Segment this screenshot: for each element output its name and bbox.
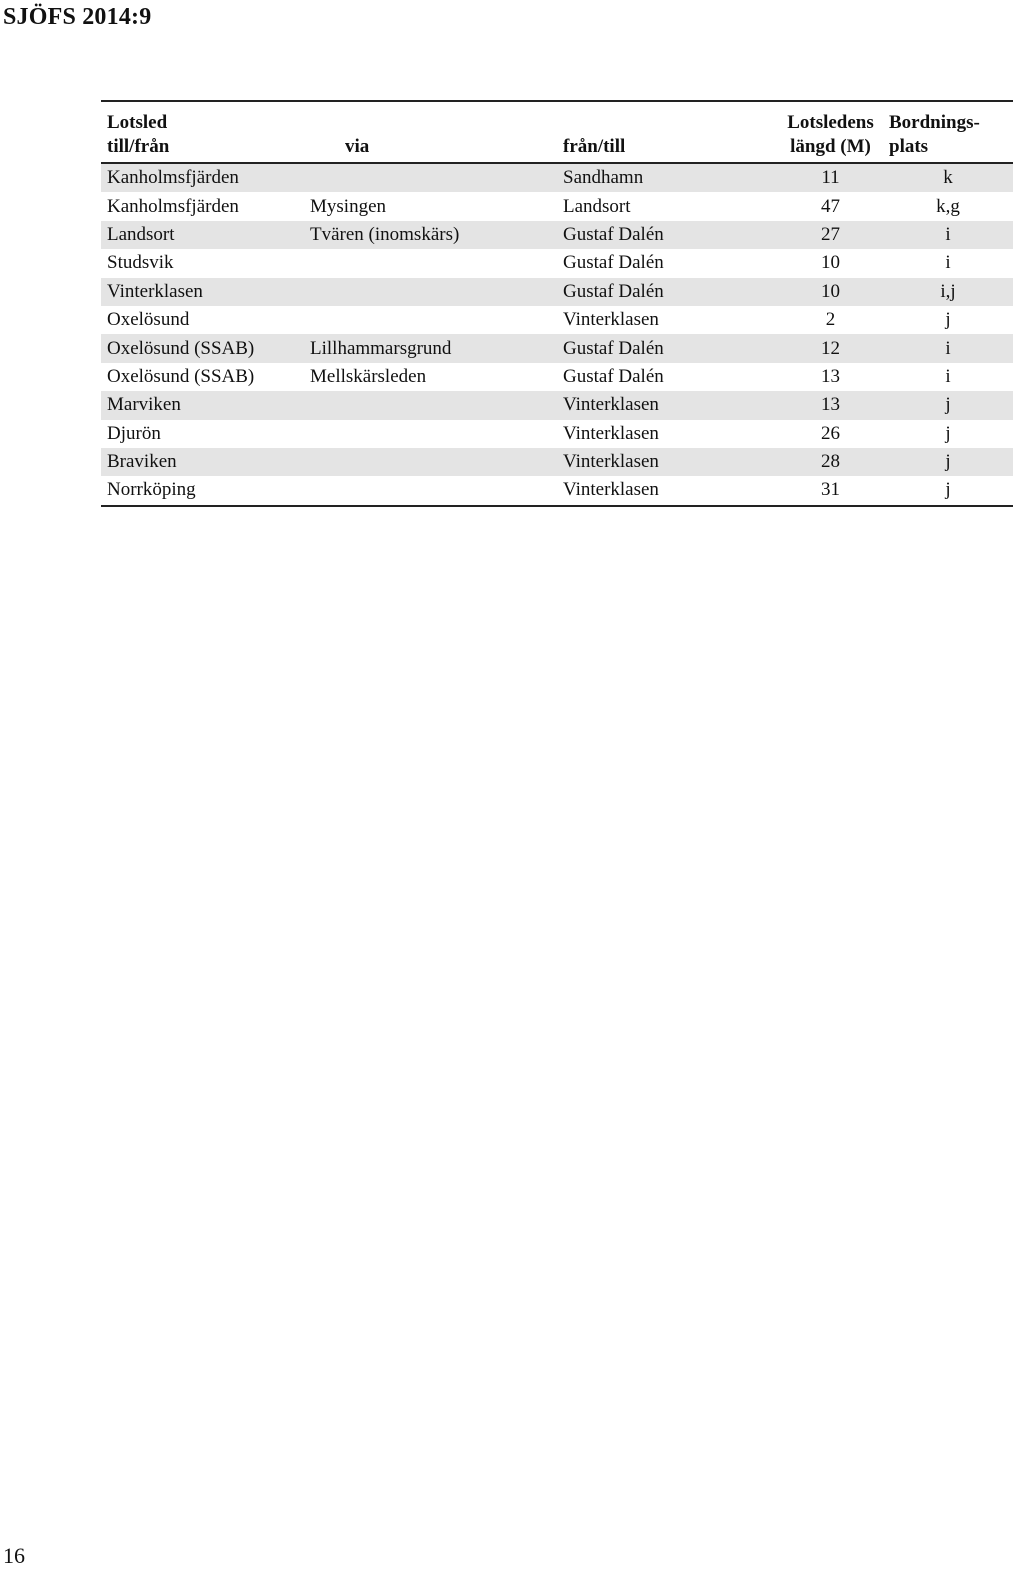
cell-boarding: k,g bbox=[936, 195, 960, 217]
table-body bbox=[101, 163, 1013, 506]
cell-boarding: j bbox=[883, 448, 1013, 476]
cell-route: Oxelösund (SSAB) bbox=[107, 365, 255, 387]
cell-length: 10 bbox=[778, 278, 883, 306]
cell-route: Landsort bbox=[101, 221, 305, 249]
cell-via bbox=[305, 278, 558, 306]
cell-length: 26 bbox=[821, 422, 840, 444]
header-via-label: via bbox=[345, 136, 370, 157]
cell-boarding: j bbox=[883, 476, 1013, 505]
cell-via: Lillhammarsgrund bbox=[305, 334, 558, 362]
cell-route: Norrköping bbox=[101, 476, 305, 505]
cell-length: 28 bbox=[778, 448, 883, 476]
cell-via bbox=[305, 249, 558, 277]
table-row bbox=[101, 448, 1013, 476]
cell-boarding: j bbox=[883, 391, 1013, 419]
cell-boarding: i bbox=[883, 334, 1013, 362]
cell-boarding: i bbox=[945, 365, 951, 387]
table-row bbox=[101, 476, 1013, 505]
cell-via bbox=[305, 391, 558, 419]
table-row bbox=[101, 391, 1013, 419]
cell-length: 13 bbox=[821, 365, 840, 387]
cell-via bbox=[305, 448, 558, 476]
cell-boarding: k bbox=[883, 163, 1013, 192]
cell-from-to: Gustaf Dalén bbox=[563, 365, 664, 387]
cell-from-to: Vinterklasen bbox=[558, 391, 778, 419]
cell-via: Mysingen bbox=[310, 195, 386, 217]
cell-via bbox=[305, 476, 558, 505]
table-row bbox=[101, 278, 1013, 306]
table-header-row bbox=[101, 101, 1013, 163]
cell-length: 47 bbox=[821, 195, 840, 217]
cell-length: 12 bbox=[778, 334, 883, 362]
cell-length: 13 bbox=[778, 391, 883, 419]
cell-from-to: Vinterklasen bbox=[563, 422, 659, 444]
cell-boarding: i,j bbox=[883, 278, 1013, 306]
header-route-top: Lotsled bbox=[107, 112, 168, 133]
cell-length: 11 bbox=[778, 163, 883, 192]
cell-from-to: Vinterklasen bbox=[558, 476, 778, 505]
cell-route: Kanholmsfjärden bbox=[107, 195, 239, 217]
cell-via: Mellskärsleden bbox=[310, 365, 427, 387]
cell-from-to: Sandhamn bbox=[558, 163, 778, 192]
cell-via bbox=[305, 420, 558, 448]
cell-via: Tvären (inomskärs) bbox=[305, 221, 558, 249]
header-route-bottom: till/från bbox=[107, 136, 170, 157]
cell-from-to: Gustaf Dalén bbox=[563, 252, 664, 274]
header-length-top: Lotsledens bbox=[787, 112, 874, 133]
cell-via bbox=[305, 306, 558, 334]
cell-from-to: Landsort bbox=[563, 195, 631, 217]
cell-route: Studsvik bbox=[107, 252, 174, 274]
cell-length: 10 bbox=[821, 252, 840, 274]
table-row bbox=[101, 221, 1013, 249]
table-row bbox=[101, 334, 1013, 362]
header-length-bottom: längd (M) bbox=[790, 136, 871, 157]
cell-length: 31 bbox=[778, 476, 883, 505]
cell-boarding: i bbox=[945, 252, 951, 274]
header-length bbox=[778, 101, 883, 163]
header-boarding bbox=[883, 101, 1013, 163]
cell-from-to: Vinterklasen bbox=[563, 309, 659, 331]
page-number: 16 bbox=[3, 1543, 25, 1568]
cell-route: Vinterklasen bbox=[101, 278, 305, 306]
cell-route: Oxelösund (SSAB) bbox=[101, 334, 305, 362]
cell-route: Braviken bbox=[101, 448, 305, 476]
table-row bbox=[101, 249, 1013, 277]
cell-from-to: Gustaf Dalén bbox=[558, 221, 778, 249]
cell-boarding: j bbox=[945, 422, 951, 444]
table-row bbox=[101, 306, 1013, 334]
cell-route: Kanholmsfjärden bbox=[101, 163, 305, 192]
cell-via bbox=[305, 163, 558, 192]
header-boarding-bottom: plats bbox=[889, 136, 929, 157]
cell-boarding: j bbox=[945, 309, 951, 331]
table-row bbox=[101, 192, 1013, 220]
table-row bbox=[101, 363, 1013, 391]
cell-route: Djurön bbox=[107, 422, 161, 444]
cell-length: 27 bbox=[778, 221, 883, 249]
table-row bbox=[101, 420, 1013, 448]
header-via bbox=[305, 101, 558, 163]
header-from-to-label: från/till bbox=[563, 136, 626, 157]
cell-from-to: Gustaf Dalén bbox=[558, 278, 778, 306]
header-from-to bbox=[558, 101, 778, 163]
document-id: SJÖFS 2014:9 bbox=[3, 4, 152, 30]
cell-from-to: Vinterklasen bbox=[558, 448, 778, 476]
header-boarding-top: Bordnings- bbox=[889, 112, 980, 133]
cell-boarding: i bbox=[883, 221, 1013, 249]
header-route bbox=[101, 101, 305, 163]
pilot-route-table bbox=[101, 100, 1013, 507]
table-row bbox=[101, 163, 1013, 192]
cell-from-to: Gustaf Dalén bbox=[558, 334, 778, 362]
cell-route: Marviken bbox=[101, 391, 305, 419]
cell-route: Oxelösund bbox=[107, 309, 190, 331]
cell-length: 2 bbox=[825, 309, 836, 331]
